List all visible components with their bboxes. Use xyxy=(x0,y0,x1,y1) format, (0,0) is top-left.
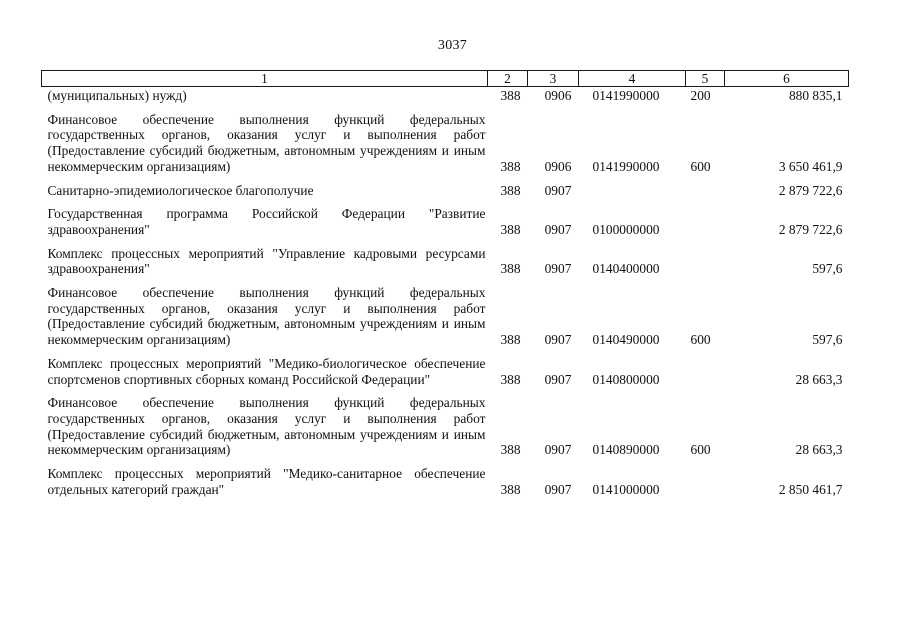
row-ved-code: 388 xyxy=(500,221,521,237)
table-header xyxy=(42,71,849,87)
row-section-code: 0907 xyxy=(544,261,572,277)
row-amount: 597,6 xyxy=(812,261,843,277)
header-cell-2: 2 xyxy=(488,71,528,87)
row-expense-type: 600 xyxy=(690,158,711,174)
row-description: Комплекс процессных мероприятий "Управление кадровыми ресурсами здравоохранения" xyxy=(47,245,486,277)
row-ved-code: 388 xyxy=(500,261,521,277)
table-row xyxy=(42,104,849,175)
row-target-code: 0141000000 xyxy=(592,481,660,497)
row-expense-type xyxy=(686,348,725,387)
row-ved-code: 388 xyxy=(500,182,521,198)
row-expense-type: 600 xyxy=(690,442,711,458)
budget-table xyxy=(41,70,849,497)
table-body xyxy=(42,87,849,498)
row-amount: 3 650 461,9 xyxy=(778,158,843,174)
row-ved-code: 388 xyxy=(500,332,521,348)
row-description: (муниципальных) нужд) xyxy=(47,88,187,103)
row-amount: 597,6 xyxy=(812,332,843,348)
table-row xyxy=(42,458,849,497)
row-ved-code: 388 xyxy=(500,442,521,458)
row-target-code: 0141990000 xyxy=(592,88,660,103)
table-row xyxy=(42,387,849,458)
table-row xyxy=(42,198,849,237)
row-description: Комплекс процессных мероприятий "Медико-санитарное обеспечение отдельных категорий граждан" xyxy=(47,466,486,497)
row-section-code: 0906 xyxy=(544,158,572,174)
table-row xyxy=(42,277,849,348)
row-ved-code: 388 xyxy=(500,371,521,387)
header-cell-3: 3 xyxy=(528,71,579,87)
row-description: Государственная программа Российской Федерации "Развитие здравоохранения" xyxy=(47,206,486,237)
row-expense-type xyxy=(686,198,725,237)
row-ved-code: 388 xyxy=(500,481,521,497)
row-description: Финансовое обеспечение выполнения функций федеральных государственных органов, оказания услуг и выполнения работ (Предоставление субсидий бюджетным, автономным учреждениям и иным некоммерческим организациям) xyxy=(47,285,486,348)
row-description: Финансовое обеспечение выполнения функций федеральных государственных органов, оказания услуг и выполнения работ (Предоставление субсидий бюджетным, автономным учреждениям и иным некоммерческим организациям) xyxy=(47,111,486,174)
row-description: Санитарно-эпидемиологическое благополучие xyxy=(47,182,314,198)
row-section-code: 0907 xyxy=(544,182,572,198)
row-amount: 2 879 722,6 xyxy=(778,221,843,237)
row-description: Комплекс процессных мероприятий "Медико-биологическое обеспечение спортсменов спортивных сборных команд Российской Федерации" xyxy=(47,355,486,387)
header-cell-4: 4 xyxy=(579,71,686,87)
row-description: Финансовое обеспечение выполнения функций федеральных государственных органов, оказания услуг и выполнения работ (Предоставление субсидий бюджетным, автономным учреждениям и иным некоммерческим организациям) xyxy=(47,395,486,458)
row-target-code: 0100000000 xyxy=(592,221,660,237)
row-target-code xyxy=(579,175,686,199)
row-ved-code: 388 xyxy=(500,158,521,174)
row-target-code: 0140400000 xyxy=(592,261,660,277)
row-section-code: 0907 xyxy=(544,481,572,497)
row-amount: 28 663,3 xyxy=(795,371,843,387)
table-row xyxy=(42,87,849,104)
row-target-code: 0140890000 xyxy=(592,442,660,458)
row-expense-type xyxy=(686,175,725,199)
row-expense-type: 600 xyxy=(690,332,711,348)
row-amount: 2 879 722,6 xyxy=(778,182,843,198)
row-section-code: 0907 xyxy=(544,221,572,237)
header-row xyxy=(42,71,849,87)
page-number: 3037 xyxy=(437,38,468,53)
row-amount: 2 850 461,7 xyxy=(778,481,843,497)
row-target-code: 0141990000 xyxy=(592,158,660,174)
row-ved-code: 388 xyxy=(500,88,521,103)
row-amount: 28 663,3 xyxy=(795,442,843,458)
row-section-code: 0906 xyxy=(544,88,572,103)
header-cell-1: 1 xyxy=(42,71,488,87)
row-target-code: 0140490000 xyxy=(592,332,660,348)
row-expense-type xyxy=(686,238,725,277)
header-cell-6: 6 xyxy=(725,71,849,87)
row-section-code: 0907 xyxy=(544,332,572,348)
row-expense-type xyxy=(686,458,725,497)
row-expense-type: 200 xyxy=(690,88,711,103)
header-cell-5: 5 xyxy=(686,71,725,87)
row-amount: 880 835,1 xyxy=(788,88,843,103)
row-target-code: 0140800000 xyxy=(592,371,660,387)
row-section-code: 0907 xyxy=(544,442,572,458)
table-row xyxy=(42,238,849,277)
row-section-code: 0907 xyxy=(544,371,572,387)
table-row xyxy=(42,175,849,199)
table-row xyxy=(42,348,849,387)
